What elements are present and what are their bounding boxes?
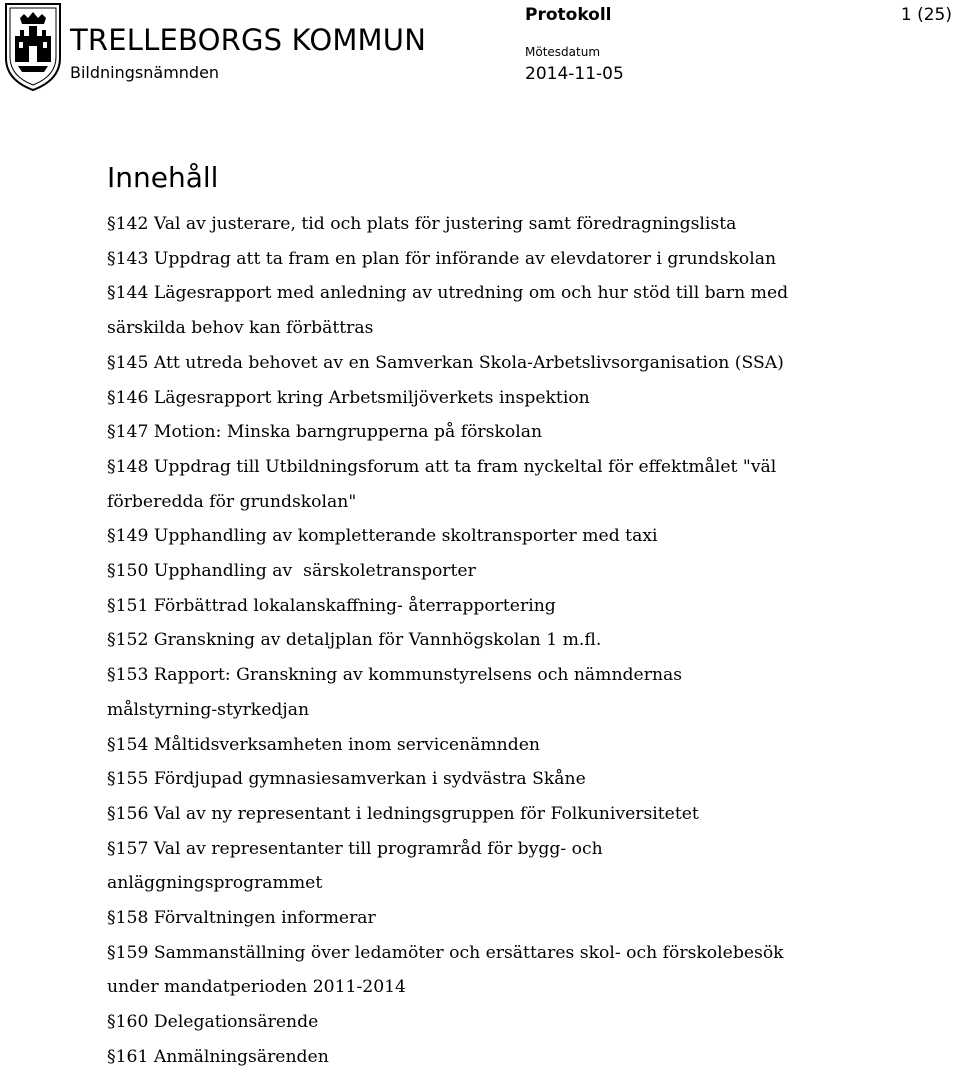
contents-line: §155 Fördjupad gymnasiesamverkan i sydvästra Skåne <box>107 769 586 790</box>
contents-line: §145 Att utreda behovet av en Samverkan Skola-Arbetslivsorganisation (SSA) <box>107 352 784 373</box>
contents-line: förberedda för grundskolan" <box>107 491 357 512</box>
contents-line: §156 Val av ny representant i ledningsgruppen för Folkuniversitetet <box>107 803 699 824</box>
contents-heading: Innehåll <box>107 161 219 194</box>
contents-line: §150 Upphandling av särskoletransporter <box>107 561 476 582</box>
contents-line: §144 Lägesrapport med anledning av utredning om och hur stöd till barn med <box>107 283 789 304</box>
contents-line: §153 Rapport: Granskning av kommunstyrelsens och nämndernas <box>107 665 683 686</box>
document-type: Protokoll <box>525 5 612 25</box>
contents-line: §147 Motion: Minska barngrupperna på förskolan <box>107 422 543 443</box>
contents-line: §142 Val av justerare, tid och plats för justering samt föredragningslista <box>107 214 737 234</box>
contents-line: under mandatperioden 2011-2014 <box>107 977 406 998</box>
contents-line: §160 Delegationsärende <box>107 1012 319 1033</box>
contents-line: §157 Val av representanter till programråd för bygg- och <box>107 838 603 859</box>
contents-line: §152 Granskning av detaljplan för Vannhögskolan 1 m.fl. <box>107 630 602 651</box>
contents-line: §143 Uppdrag att ta fram en plan för införande av elevdatorer i grundskolan <box>107 248 777 269</box>
organization-name: TRELLEBORGS KOMMUN <box>70 23 427 57</box>
contents-line: §151 Förbättrad lokalanskaffning- återrapportering <box>107 595 556 616</box>
contents-list <box>107 207 907 1075</box>
contents-line: §146 Lägesrapport kring Arbetsmiljöverkets inspektion <box>107 387 590 408</box>
page-number: 1 (25) <box>900 5 952 25</box>
contents-line: §149 Upphandling av kompletterande skoltransporter med taxi <box>107 526 658 547</box>
contents-line: §148 Uppdrag till Utbildningsforum att ta fram nyckeltal för effektmålet "väl <box>107 456 777 477</box>
contents-line: §159 Sammanställning över ledamöter och ersättares skol- och förskolebesök <box>107 942 784 963</box>
contents-line: §158 Förvaltningen informerar <box>107 908 376 929</box>
contents-line: särskilda behov kan förbättras <box>107 318 374 339</box>
contents-line: målstyrning-styrkedjan <box>107 699 310 720</box>
contents-line: §161 Anmälningsärenden <box>107 1046 329 1067</box>
meeting-date: 2014-11-05 <box>525 64 624 84</box>
meeting-date-label: Mötesdatum <box>525 45 601 59</box>
coat-of-arms-icon <box>2 0 64 92</box>
contents-line: anläggningsprogrammet <box>107 873 323 894</box>
board-name: Bildningsnämnden <box>70 63 220 82</box>
contents-line: §154 Måltidsverksamheten inom servicenämnden <box>107 734 540 755</box>
